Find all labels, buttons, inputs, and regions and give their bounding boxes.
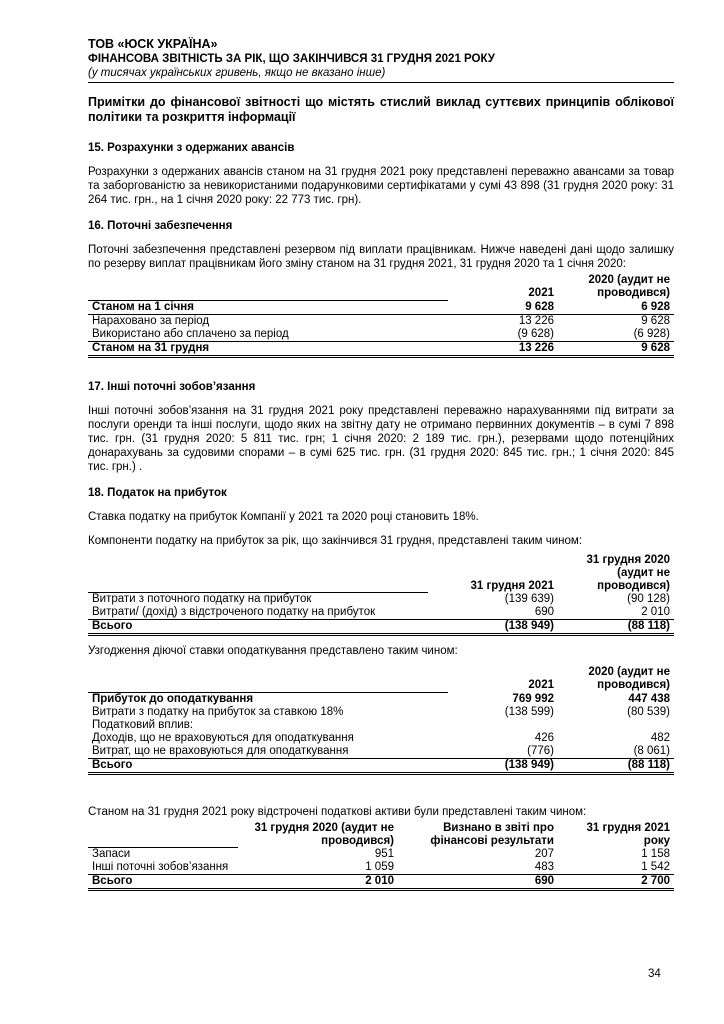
row-label: Станом на 31 грудня — [88, 341, 448, 356]
section-18-heading: 18. Податок на прибуток — [88, 486, 227, 499]
cell-value: 690 — [398, 875, 558, 890]
page-number: 34 — [648, 968, 661, 980]
column-header: 31 грудня 2021 року — [586, 821, 670, 847]
cell-value: (776) — [448, 745, 558, 759]
table-row — [88, 692, 674, 706]
cell-value: (6 928) — [558, 328, 674, 342]
cell-value: 483 — [398, 861, 558, 875]
row-label: Станом на 1 січня — [88, 300, 448, 314]
cell-value: (88 118) — [558, 758, 674, 773]
column-header: 31 грудня 2020 (аудит не проводився) — [254, 821, 394, 847]
cell-value: (90 128) — [627, 593, 670, 605]
section-15-heading: 15. Розрахунки з одержаних авансів — [88, 142, 295, 154]
cell-value: 447 438 — [628, 692, 670, 705]
tax-components-table — [88, 554, 674, 637]
row-label: Нараховано за період — [92, 314, 210, 327]
cell-value: 2 010 — [238, 875, 398, 890]
table-header-row — [88, 554, 674, 593]
cell-value: (139 639) — [504, 593, 554, 605]
table-row — [88, 848, 674, 862]
cell-value: 6 928 — [558, 300, 674, 314]
document-page — [88, 36, 674, 891]
section-18-tax-rate-text: Ставка податку на прибуток Компанії у 2021 та 2020 році становить 18%. — [88, 510, 479, 523]
cell-value: 951 — [374, 848, 394, 860]
row-label: Витрати з податку на прибуток за ставкою 18% — [92, 705, 344, 718]
cell-value — [558, 719, 674, 732]
reconciliation-text: Узгодження діючої ставки оподаткування представлено таким чином: — [88, 645, 458, 657]
row-label: Витрати з поточного податку на прибуток — [92, 593, 312, 605]
cell-value: 9 628 — [448, 300, 558, 314]
provisions-table — [88, 274, 674, 358]
table-header-row — [88, 666, 674, 692]
row-label: Витрати/ (дохід) з відстроченого податку на прибуток — [88, 606, 428, 620]
row-label: Прибуток до оподаткування — [92, 692, 254, 705]
table-row — [88, 593, 674, 607]
column-header: 31 грудня 2021 — [470, 579, 554, 592]
table-total-row — [88, 620, 674, 635]
table-row — [88, 300, 674, 314]
column-header: 31 грудня 2020 (аудит не проводився) — [586, 553, 670, 592]
row-label: Доходів, що не враховуються для оподаткування — [92, 731, 354, 744]
cell-value: (138 599) — [504, 705, 554, 718]
cell-value: 9 628 — [558, 341, 674, 356]
column-header: Визнано в звіті про фінансові результати — [430, 821, 554, 847]
header-divider — [88, 82, 674, 83]
cell-value: 1 059 — [238, 861, 398, 875]
table-row — [88, 706, 674, 719]
cell-value: (8 061) — [558, 745, 674, 759]
cell-value: 769 992 — [512, 692, 554, 705]
row-label: Всього — [88, 620, 428, 635]
column-header: 2021 — [528, 679, 554, 691]
cell-value: 2 700 — [558, 875, 674, 890]
cell-value: 1 158 — [641, 848, 670, 860]
table-row — [88, 745, 674, 759]
company-name: ТОВ «ЮСК УКРАЇНА» — [88, 37, 218, 51]
deferred-tax-text: Станом на 31 грудня 2021 року відстрочені податкові активи були представлені таким чином: — [88, 805, 587, 818]
cell-value: (9 628) — [448, 328, 558, 342]
cell-value: 690 — [428, 606, 558, 620]
cell-value: (138 949) — [428, 620, 558, 635]
table-total-row — [88, 758, 674, 773]
deferred-tax-assets-table — [88, 822, 674, 892]
cell-value: 2 010 — [558, 606, 674, 620]
section-17-heading: 17. Інші поточні зобов’язання — [88, 380, 256, 393]
row-label: Використано або сплачено за період — [88, 328, 448, 342]
cell-value: 13 226 — [518, 314, 554, 327]
row-label: Всього — [88, 875, 238, 890]
table-row — [88, 328, 674, 342]
tax-reconciliation-table — [88, 666, 674, 775]
cell-value: (88 118) — [558, 620, 674, 635]
cell-value — [448, 719, 558, 732]
table-header-row — [88, 274, 674, 300]
table-header-row — [88, 822, 674, 848]
cell-value: 207 — [534, 848, 554, 860]
row-label: Податковий вплив: — [92, 718, 194, 731]
column-header: 2020 (аудит не проводився) — [588, 666, 670, 691]
column-header: 2020 (аудит не проводився) — [588, 274, 670, 299]
cell-value: (138 949) — [448, 758, 558, 773]
cell-value: 482 — [650, 731, 670, 744]
section-16-text: Поточні забезпечення представлені резервом під виплати працівникам. Нижче наведені дані щодо залишку по резерву виплат працівникам його зміну станом на 31 грудня 2021, 31 грудня 2020 та 1 січня 2020: — [88, 244, 674, 270]
section-16-heading: 16. Поточні забезпечення — [88, 220, 233, 232]
row-label: Витрат, що не враховуються для оподаткування — [88, 745, 448, 759]
row-label: Інші поточні зобов’язання — [88, 861, 238, 875]
table-row — [88, 314, 674, 328]
section-15-text: Розрахунки з одержаних авансів станом на 31 грудня 2021 року представлені переважно авансами за товар та заборгованістю за невикористаними подарунковими сертифікатами у сумі 43 898 (31 грудня 2020 року: 31 264 тис. грн., на 1 січня 2020 року: 22 773 тис. грн). — [88, 166, 674, 206]
cell-value: 13 226 — [448, 341, 558, 356]
units-note: (у тисячах українських гривень, якщо не вказано інше) — [88, 67, 386, 79]
cell-value: (80 539) — [627, 705, 670, 718]
cell-value: 1 542 — [558, 861, 674, 875]
table-total-row — [88, 341, 674, 356]
cell-value: 9 628 — [641, 314, 670, 327]
table-total-row — [88, 875, 674, 890]
table-row — [88, 606, 674, 620]
section-18-components-text: Компоненти податку на прибуток за рік, що закінчився 31 грудня, представлені таким чином: — [88, 534, 583, 547]
table-row — [88, 861, 674, 875]
report-title: ФІНАНСОВА ЗВІТНІСТЬ ЗА РІК, ЩО ЗАКІНЧИВСЯ 31 ГРУДНЯ 2021 РОКУ — [88, 53, 495, 65]
column-header: 2021 — [528, 287, 554, 299]
cell-value: 426 — [534, 731, 554, 744]
notes-title: Примітки до фінансової звітності що містять стислий виклад суттєвих принципів облікової політики та розкриття інформації — [88, 95, 674, 124]
table-row — [88, 732, 674, 745]
table-row — [88, 719, 674, 732]
row-label: Запаси — [92, 848, 131, 860]
row-label: Всього — [88, 758, 448, 773]
section-17-text: Інші поточні зобов’язання на 31 грудня 2021 року представлені переважно нарахуваннями під витрати за послуги оренди та інші послуги, щодо яких на звітну дату не отримано первинних документів – в сумі 7 898 тис. грн. (31 грудня 2020: 5 811 тис. грн; 1 січня 2020: 2 189 тис. грн.), резервами щодо потенційних донарахувань за судовими спорами – в сумі 625 тис. грн. (31 грудня 2020: 845 тис. грн.; 1 січня 2020: 845 тис. грн.) . — [88, 404, 674, 473]
